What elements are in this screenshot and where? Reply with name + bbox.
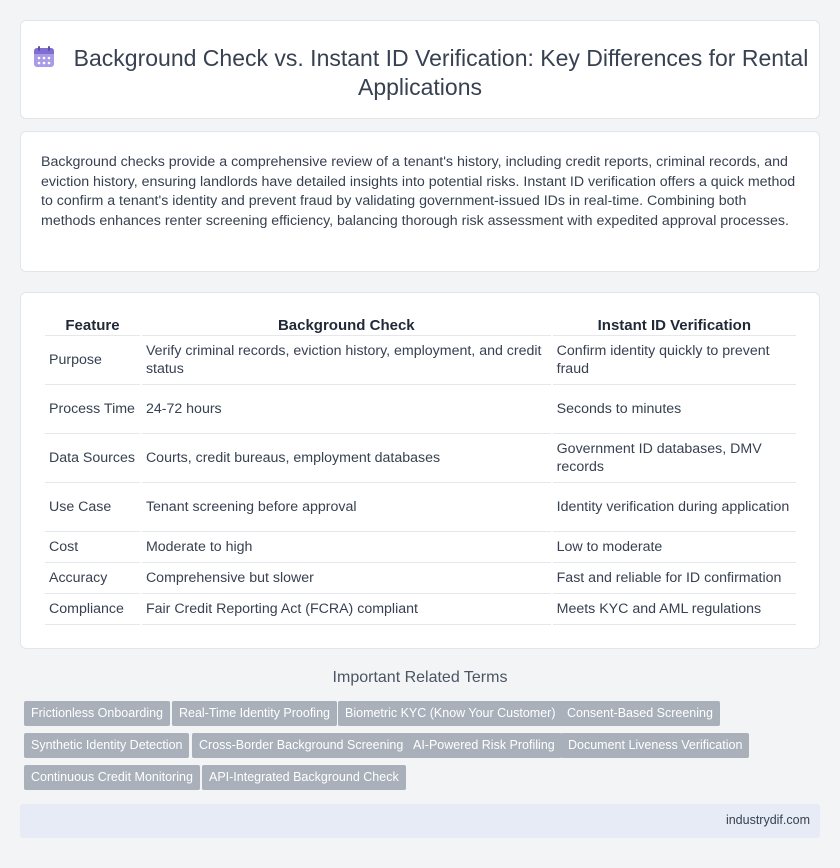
table-row [45,563,796,594]
summary-text: Background checks provide a comprehensive review of a tenant's history, including credit reports, criminal records, and eviction history, ensuring landlords have detailed insights into potential risks. Instant ID verification offers a quick method to confirm a tenant's identity and prevent fraud by validating government-issued IDs in real-time. Combining both methods enhances renter screening efficiency, balancing thorough risk assessment with expedited approval processes. [41,154,796,229]
row-background-check: Fair Credit Reporting Act (FCRA) compliant [142,594,551,625]
related-tag[interactable]: Continuous Credit Monitoring [24,765,200,790]
row-background-check: Courts, credit bureaus, employment databases [142,434,551,483]
row-instant-id: Confirm identity quickly to prevent fraud [553,336,796,385]
related-tag[interactable]: Consent-Based Screening [560,701,720,726]
row-instant-id: Low to moderate [553,532,796,563]
title-card [20,20,820,119]
row-feature: Cost [45,532,140,563]
row-feature: Process Time [45,385,140,434]
related-tag[interactable]: Real-Time Identity Proofing [172,701,337,726]
comparison-table [43,316,798,625]
row-feature: Accuracy [45,563,140,594]
header-feature: Feature [45,316,140,336]
row-feature: Data Sources [45,434,140,483]
related-tag[interactable]: AI-Powered Risk Profiling [406,733,562,758]
row-background-check: Tenant screening before approval [142,483,551,532]
row-background-check: Moderate to high [142,532,551,563]
row-background-check: 24-72 hours [142,385,551,434]
row-instant-id: Identity verification during application [553,483,796,532]
row-feature: Purpose [45,336,140,385]
row-instant-id: Government ID databases, DMV records [553,434,796,483]
related-tag[interactable]: Document Liveness Verification [561,733,749,758]
header-background-check: Background Check [142,316,551,336]
row-background-check: Verify criminal records, eviction history, employment, and credit status [142,336,551,385]
row-feature: Use Case [45,483,140,532]
page-title: Background Check vs. Instant ID Verification: Key Differences for Rental Applications [73,45,809,100]
summary-card [20,131,820,272]
related-tag[interactable]: Cross-Border Background Screening [192,733,410,758]
table-row [45,532,796,563]
related-tag[interactable]: Biometric KYC (Know Your Customer) [338,701,563,726]
row-background-check: Comprehensive but slower [142,563,551,594]
related-tag[interactable]: Synthetic Identity Detection [24,733,189,758]
table-row [45,385,796,434]
footer [20,804,820,838]
table-row [45,483,796,532]
page-title-block [21,44,819,102]
calendar-icon [32,45,56,69]
table-row [45,434,796,483]
related-tag[interactable]: Frictionless Onboarding [24,701,170,726]
footer-site[interactable]: industrydif.com [725,813,810,827]
row-instant-id: Meets KYC and AML regulations [553,594,796,625]
table-row [45,594,796,625]
row-instant-id: Seconds to minutes [553,385,796,434]
row-feature: Compliance [45,594,140,625]
row-instant-id: Fast and reliable for ID confirmation [553,563,796,594]
table-row [45,336,796,385]
table-header-row [45,316,796,336]
related-tag[interactable]: API-Integrated Background Check [202,765,406,790]
comparison-card [20,292,820,649]
related-terms-title: Important Related Terms [332,669,508,686]
header-instant-id: Instant ID Verification [553,316,796,336]
